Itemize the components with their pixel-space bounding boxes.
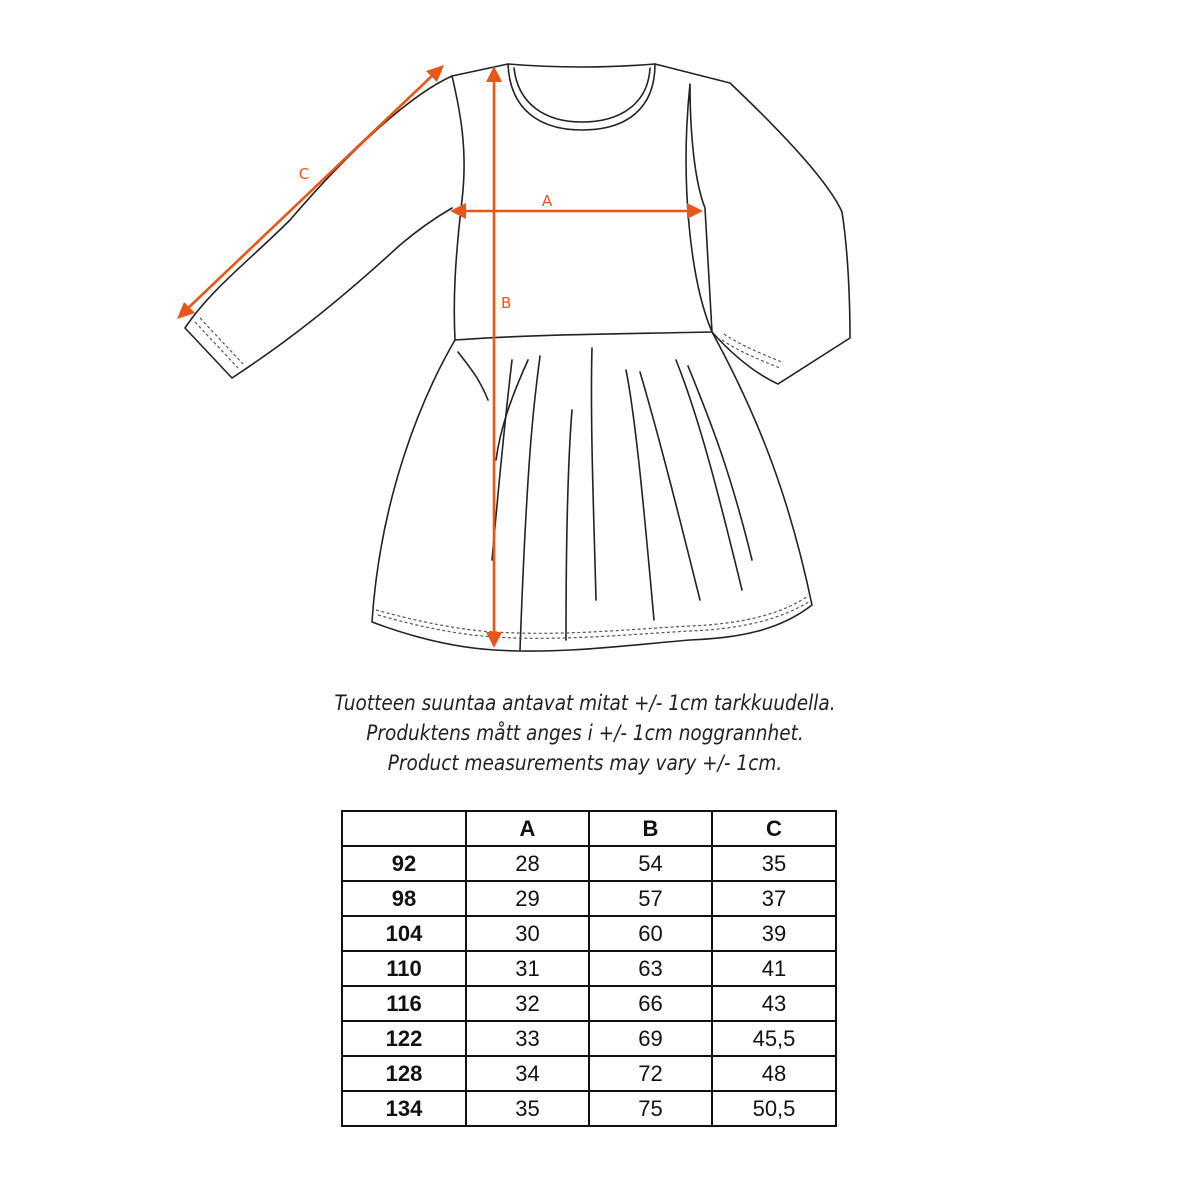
- table-row: [342, 986, 836, 1021]
- size-cell: 116: [342, 986, 466, 1021]
- value-c: 43: [712, 986, 836, 1021]
- value-a: 29: [466, 881, 589, 916]
- value-b: 69: [589, 1021, 712, 1056]
- table-row: [342, 951, 836, 986]
- value-b: 63: [589, 951, 712, 986]
- note-finnish: Tuotteen suuntaa antavat mitat +/- 1cm tarkkuudella.: [334, 691, 836, 715]
- value-c: 50,5: [712, 1091, 836, 1126]
- table-row: [342, 1091, 836, 1126]
- note-swedish: Produktens mått anges i +/- 1cm noggrannhet.: [366, 721, 804, 745]
- table-row: [342, 881, 836, 916]
- size-cell: 128: [342, 1056, 466, 1091]
- header-a: A: [466, 811, 589, 846]
- value-b: 54: [589, 846, 712, 881]
- dress-outline: [185, 64, 850, 651]
- size-table: [341, 810, 837, 1127]
- size-cell: 110: [342, 951, 466, 986]
- measurement-notes: [0, 688, 1170, 778]
- dimension-b: [486, 66, 511, 648]
- value-b: 75: [589, 1091, 712, 1126]
- value-c: 39: [712, 916, 836, 951]
- dimension-c-label: C: [298, 165, 310, 183]
- value-a: 28: [466, 846, 589, 881]
- note-english: Product measurements may vary +/- 1cm.: [387, 751, 783, 775]
- size-cell: 122: [342, 1021, 466, 1056]
- dimension-a: [450, 192, 703, 219]
- value-b: 66: [589, 986, 712, 1021]
- header-size: [342, 811, 466, 846]
- table-row: [342, 1021, 836, 1056]
- value-c: 48: [712, 1056, 836, 1091]
- size-cell: 134: [342, 1091, 466, 1126]
- dimension-b-label: B: [501, 294, 512, 312]
- dimension-c: [177, 65, 444, 319]
- value-b: 57: [589, 881, 712, 916]
- value-a: 30: [466, 916, 589, 951]
- value-c: 41: [712, 951, 836, 986]
- size-cell: 104: [342, 916, 466, 951]
- value-a: 31: [466, 951, 589, 986]
- header-c: C: [712, 811, 836, 846]
- value-c: 45,5: [712, 1021, 836, 1056]
- value-a: 33: [466, 1021, 589, 1056]
- table-row: [342, 1056, 836, 1091]
- value-b: 60: [589, 916, 712, 951]
- value-b: 72: [589, 1056, 712, 1091]
- value-a: 32: [466, 986, 589, 1021]
- value-c: 37: [712, 881, 836, 916]
- value-a: 35: [466, 1091, 589, 1126]
- table-header-row: [342, 811, 836, 846]
- value-a: 34: [466, 1056, 589, 1091]
- value-c: 35: [712, 846, 836, 881]
- size-cell: 98: [342, 881, 466, 916]
- table-row: [342, 846, 836, 881]
- dimension-a-label: A: [541, 192, 553, 210]
- header-b: B: [589, 811, 712, 846]
- size-cell: 92: [342, 846, 466, 881]
- table-row: [342, 916, 836, 951]
